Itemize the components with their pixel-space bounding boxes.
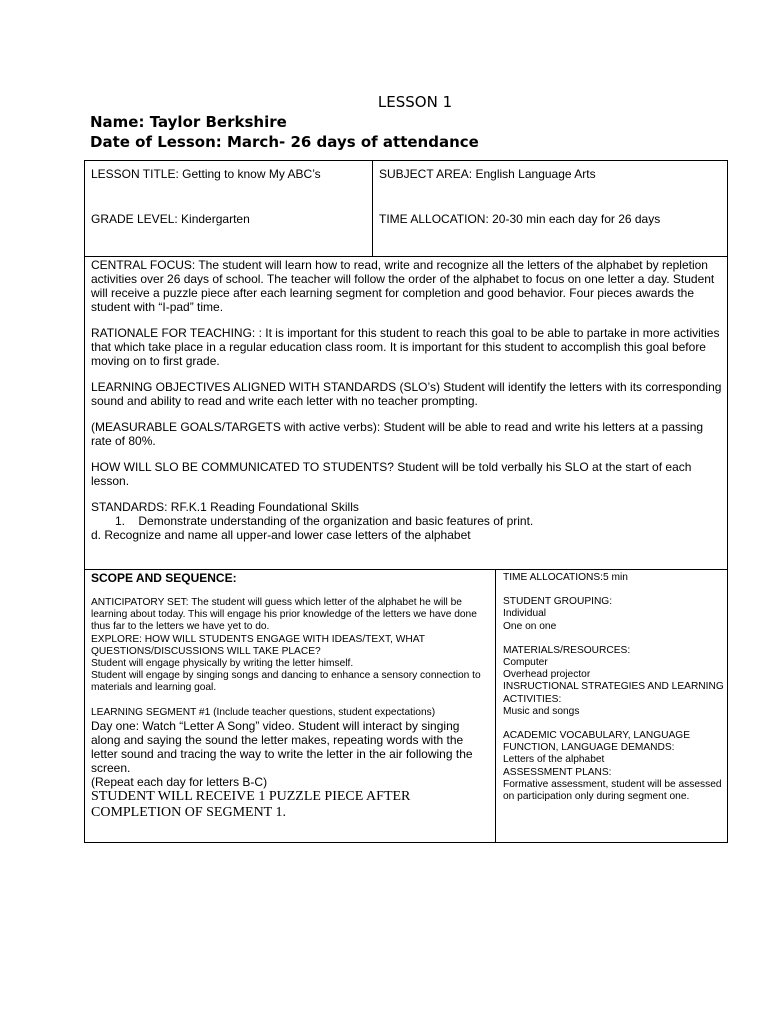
segment-reward: STUDENT WILL RECEIVE 1 PUZZLE PIECE AFTER COMPLETION OF SEGMENT 1. [91, 788, 411, 820]
segment-heading: LEARNING SEGMENT #1 (Include teacher questions, student expectations) [91, 706, 436, 718]
vocab-label: ACADEMIC VOCABULARY, LANGUAGE FUNCTION, LANGUAGE DEMANDS: [503, 730, 691, 754]
side-time: TIME ALLOCATIONS:5 min [503, 572, 628, 583]
scope-title: SCOPE AND SEQUENCE: [91, 571, 237, 585]
explore-physical: Student will engage physically by writing the letter himself. [91, 658, 354, 670]
strategies-label: INSRUCTIONAL STRATEGIES AND LEARNING ACTIVITIES: [503, 681, 724, 705]
lesson-number: LESSON 1 [377, 93, 453, 111]
subject-area: SUBJECT AREA: English Language Arts [379, 167, 596, 181]
standards-item-number: 1. [115, 514, 126, 528]
materials-computer: Computer [503, 657, 548, 669]
student-name: Name: Taylor Berkshire [90, 113, 287, 131]
time-allocation: TIME ALLOCATION: 20-30 min each day for 26 days [379, 212, 661, 226]
learning-objectives: LEARNING OBJECTIVES ALIGNED WITH STANDARDS (SLO’s) Student will identify the letters with its corresponding sound and ability to read and write each letter with no teacher prompting. [91, 380, 722, 408]
grouping-one-on-one: One on one [503, 620, 557, 632]
slo-communication: HOW WILL SLO BE COMMUNICATED TO STUDENTS? Student will be told verbally his SLO at the start of each lesson. [91, 460, 692, 488]
info-table-divider [372, 161, 373, 256]
segment-repeat: (Repeat each day for letters B-C) [91, 774, 268, 789]
standards-item-text: Demonstrate understanding of the organization and basic features of print. [138, 514, 534, 528]
measurable-goals: (MEASURABLE GOALS/TARGETS with active verbs): Student will be able to read and write his letters at a passing rate of 80%. [91, 420, 704, 448]
anticipatory-set: ANTICIPATORY SET: The student will guess which letter of the alphabet he will be learning about today. This will engage his prior knowledge of the letters we have done thus far to the letters we have yet to do. [91, 597, 477, 633]
grouping-label: STUDENT GROUPING: [503, 596, 613, 608]
lesson-date: Date of Lesson: March- 26 days of attendance [90, 133, 479, 151]
central-focus-block [84, 256, 728, 570]
scope-sequence-table [84, 569, 728, 843]
grade-level: GRADE LEVEL: Kindergarten [91, 212, 250, 226]
standards-title: STANDARDS: RF.K.1 Reading Foundational Skills [91, 500, 359, 514]
segment-body: Day one: Watch “Letter A Song” video. Student will interact by singing along and saying the sound the letter makes, repeating words with the letter sound and tracing the way to write the letter in the air following the screen. [91, 718, 473, 775]
rationale: RATIONALE FOR TEACHING: : It is important for this student to reach this goal to be able to partake in more activities that which take place in a regular education class room. It is important for this student to accomplish this goal before moving on to first grade. [91, 326, 720, 368]
assessment-formative: Formative assessment, student will be assessed on participation only during segment one. [503, 778, 722, 803]
lesson-info-table [84, 160, 728, 257]
grouping-individual: Individual [503, 608, 547, 620]
explore-heading: EXPLORE: HOW WILL STUDENTS ENGAGE WITH IDEAS/TEXT, WHAT QUESTIONS/DISCUSSIONS WILL TAKE PLACE? [91, 633, 425, 657]
lesson-title: LESSON TITLE: Getting to know My ABC’s [91, 167, 321, 181]
standards-d: d. Recognize and name all upper-and lower case letters of the alphabet [91, 528, 471, 542]
central-focus: CENTRAL FOCUS: The student will learn how to read, write and recognize all the letters of the alphabet by repletion activities over 26 days of school. The teacher will follow the order of the alphabet to focus on one letter a day. Student will receive a puzzle piece after each learning segment for completion and good behavior. Four pieces awards the student with “I-pad” time. [91, 258, 715, 314]
assessment-label: ASSESSMENT PLANS: [503, 766, 612, 778]
materials-projector: Overhead projector [503, 669, 591, 681]
materials-label: MATERIALS/RESOURCES: [503, 644, 631, 656]
vocab-letters: Letters of the alphabet [503, 754, 605, 766]
strategies-music: Music and songs [503, 705, 580, 717]
scope-table-divider [495, 570, 496, 842]
explore-sensory: Student will engage by singing songs and dancing to enhance a sensory connection to materials and learning goal. [91, 670, 481, 694]
lesson-header [90, 92, 730, 152]
standards-item [91, 514, 723, 528]
